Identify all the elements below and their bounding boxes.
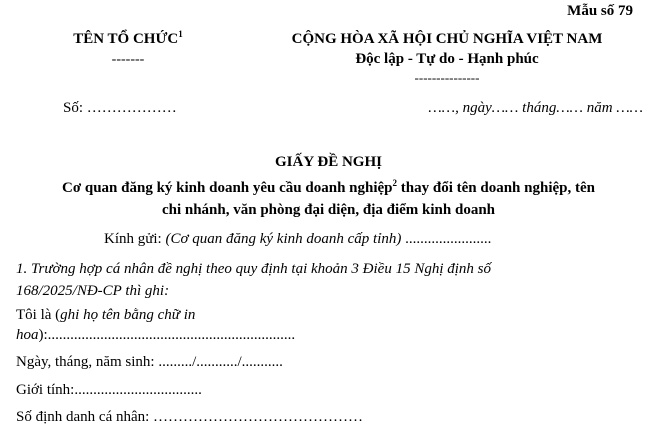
footnote-2: 2: [392, 178, 398, 188]
recipient-line: [104, 231, 491, 248]
subtitle-part2: thay đổi tên doanh nghiệp, tên: [397, 180, 595, 196]
nation-motto: Độc lập - Tự do - Hạnh phúc: [355, 51, 539, 67]
name-field-hint: ghi họ tên bằng chữ in: [60, 307, 196, 323]
section1-line1: 1. Trường hợp cá nhân đề nghị theo quy định tại khoản 3 Điều 15 Nghị định số: [16, 261, 492, 277]
name-field-dots: ):..................................................................: [38, 327, 296, 343]
recipient-label: Kính gửi:: [104, 231, 166, 247]
document-subtitle-line1: [0, 180, 657, 197]
personal-id-field: Số định danh cá nhân: ……………………………………: [16, 409, 364, 425]
nation-title: CỘNG HÒA XÃ HỘI CHỦ NGHĨA VIỆT NAM: [291, 31, 603, 47]
name-field-hint-end: hoa: [16, 327, 39, 343]
subtitle-part1: Cơ quan đăng ký kinh doanh yêu cầu doanh nghiệp: [61, 180, 393, 196]
nation-underline: ---------------: [414, 70, 480, 85]
name-field-line2: [16, 327, 295, 344]
organization-underline: -------: [111, 52, 145, 67]
footnote-1: 1: [178, 29, 183, 39]
gender-field: Giới tính:..................................: [16, 382, 202, 398]
name-field-line1: [16, 307, 195, 324]
document-date: ……, ngày…… tháng…… năm ……: [428, 100, 643, 116]
recipient-value: (Cơ quan đăng ký kinh doanh cấp tỉnh): [165, 231, 402, 247]
date-of-birth-field: Ngày, tháng, năm sinh: ........./.........../...........: [16, 354, 283, 370]
document-number: Số: ………………: [63, 100, 177, 116]
recipient-dots: .......................: [401, 231, 492, 247]
document-title: GIẤY ĐỀ NGHỊ: [275, 154, 382, 170]
organization-name-text: TÊN TỔ CHỨC: [73, 31, 179, 47]
section1-line2: 168/2025/NĐ-CP thì ghi:: [16, 283, 170, 299]
name-field-label: Tôi là (: [16, 307, 61, 323]
document-subtitle-line2: chi nhánh, văn phòng đại diện, địa điểm kinh doanh: [161, 202, 496, 218]
form-number: Mẫu số 79: [567, 3, 633, 19]
organization-name: [28, 31, 228, 48]
